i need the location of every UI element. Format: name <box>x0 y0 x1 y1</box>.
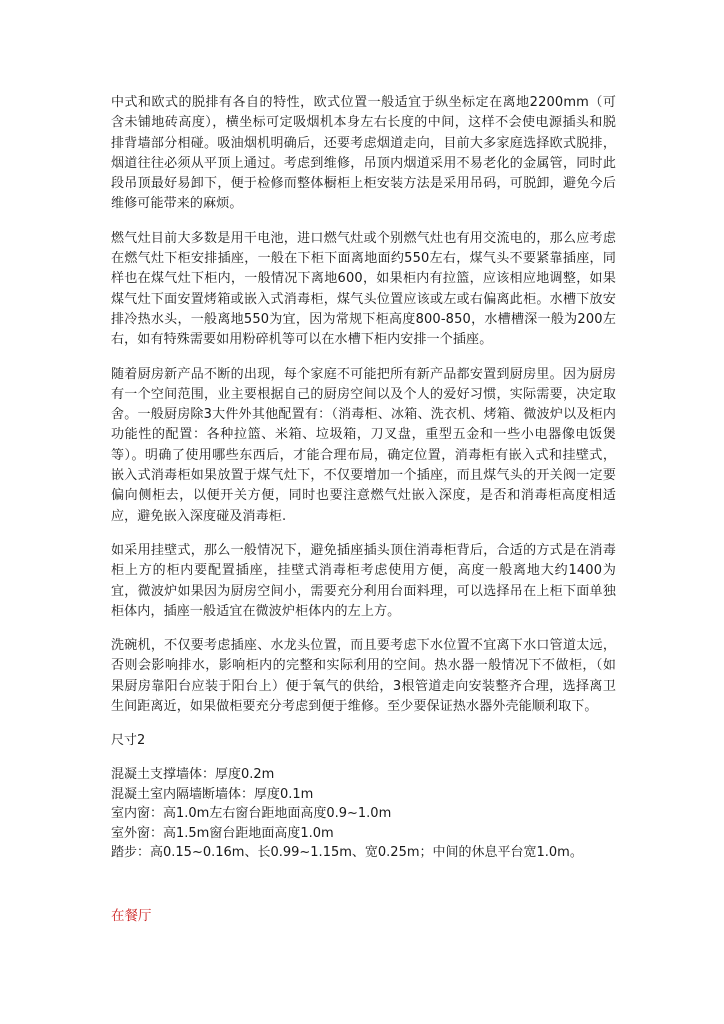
paragraph-gas-stove: 燃气灶目前大多数是用干电池，进口燃气灶或个别燃气灶也有用交流电的，那么应考虑在燃气灶下柜安排插座，一般在下柜下面离地面约550左右，煤气头不要紧靠插座，同样也在煤气灶下柜内，一般情况下离地600，如果柜内有拉篮，应该相应地调整，如果煤气灶下面安置烤箱或嵌入式消毒柜，煤气头位置应该或左或右偏离此柜。水槽下放安排冷热水头，一般离地550为宜，因为常规下柜高度800-850，水槽槽深一般为200左右，如有特殊需要如用粉碎机等可以在水槽下柜内安排一个插座。 <box>111 230 616 348</box>
section-heading: 尺寸2 <box>111 733 146 749</box>
paragraph-appliances: 随着厨房新产品不断的出现，每个家庭不可能把所有新产品都安置到厨房里。因为厨房有一个空间范围，业主要根据自己的厨房空间以及个人的爱好习惯，实际需要，决定取舍。一般厨房除3大件外其他配置有：（消毒柜、冰箱、洗衣机、烤箱、微波炉以及柜内功能性的配置：各种拉篮、米箱、垃圾箱，刀叉盘，重型五金和一些小电器像电饭煲等）。明确了使用哪些东西后，才能合理布局，确定位置，消毒柜有嵌入式和挂壁式，嵌入式消毒柜如果放置于煤气灶下，不仅要增加一个插座，而且煤气头的开关阀一定要偏向侧柜去，以便开关方便，同时也要注意燃气灶嵌入深度，是否和消毒柜高度相适应，避免嵌入深度碰及消毒柜. <box>111 366 616 524</box>
document-body <box>111 93 616 863</box>
paragraph-dishwasher: 洗碗机，不仅要考虑插座、水龙头位置，而且要考虑下水位置不宜离下水口管道太远，否则会影响排水，影响柜内的完整和实际利用的空间。热水器一般情况下不做柜，（如果厨房靠阳台应装于阳台上）便于氧气的供给，3根管道走向安装整齐合理，选择离卫生间距离近，如果做柜要充分考虑到便于维修。至少要保证热水器外壳能顺利取下。 <box>111 638 616 715</box>
spec-item: 混凝土室内隔墙断墙体：厚度0.1m <box>111 786 314 802</box>
spec-item: 混凝土支撑墙体：厚度0.2m <box>111 767 275 783</box>
spec-item: 室外窗：高1.5m窗台距地面高度1.0m <box>111 825 334 841</box>
dining-room-link[interactable]: 在餐厅 <box>111 908 152 924</box>
spec-item: 踏步：高0.15~0.16m、长0.99~1.15m、宽0.25m；中间的休息平台宽1.0m。 <box>111 845 583 861</box>
spec-list <box>111 765 616 863</box>
spec-item: 室内窗：高1.0m左右窗台距地面高度0.9~1.0m <box>111 806 392 822</box>
paragraph-wall-mounted: 如采用挂壁式，那么一般情况下，避免插座插头顶住消毒柜背后，合适的方式是在消毒柜上方的柜内要配置插座，挂壁式消毒柜考虑使用方便，高度一般离地大约1400为宜，微波炉如果因为厨房空间小，需要充分利用台面料理，可以选择吊在上柜下面单独柜体内，插座一般适宜在微波炉柜体内的左上方。 <box>111 542 616 619</box>
paragraph-range-hood: 中式和欧式的脱排有各自的特性，欧式位置一般适宜于纵坐标定在离地2200mm（可含未铺地砖高度），横坐标可定吸烟机本身左右长度的中间，这样不会使电源插头和脱排背墙部分相碰。吸油烟机明确后，还要考虑烟道走向，目前大多家庭选择欧式脱排，烟道往往必须从平顶上通过。考虑到维修，吊顶内烟道采用不易老化的金属管，同时此段吊顶最好易卸下，便于检修而整体橱柜上柜安装方法是采用吊码，可脱卸，避免今后维修可能带来的麻烦。 <box>111 95 616 212</box>
